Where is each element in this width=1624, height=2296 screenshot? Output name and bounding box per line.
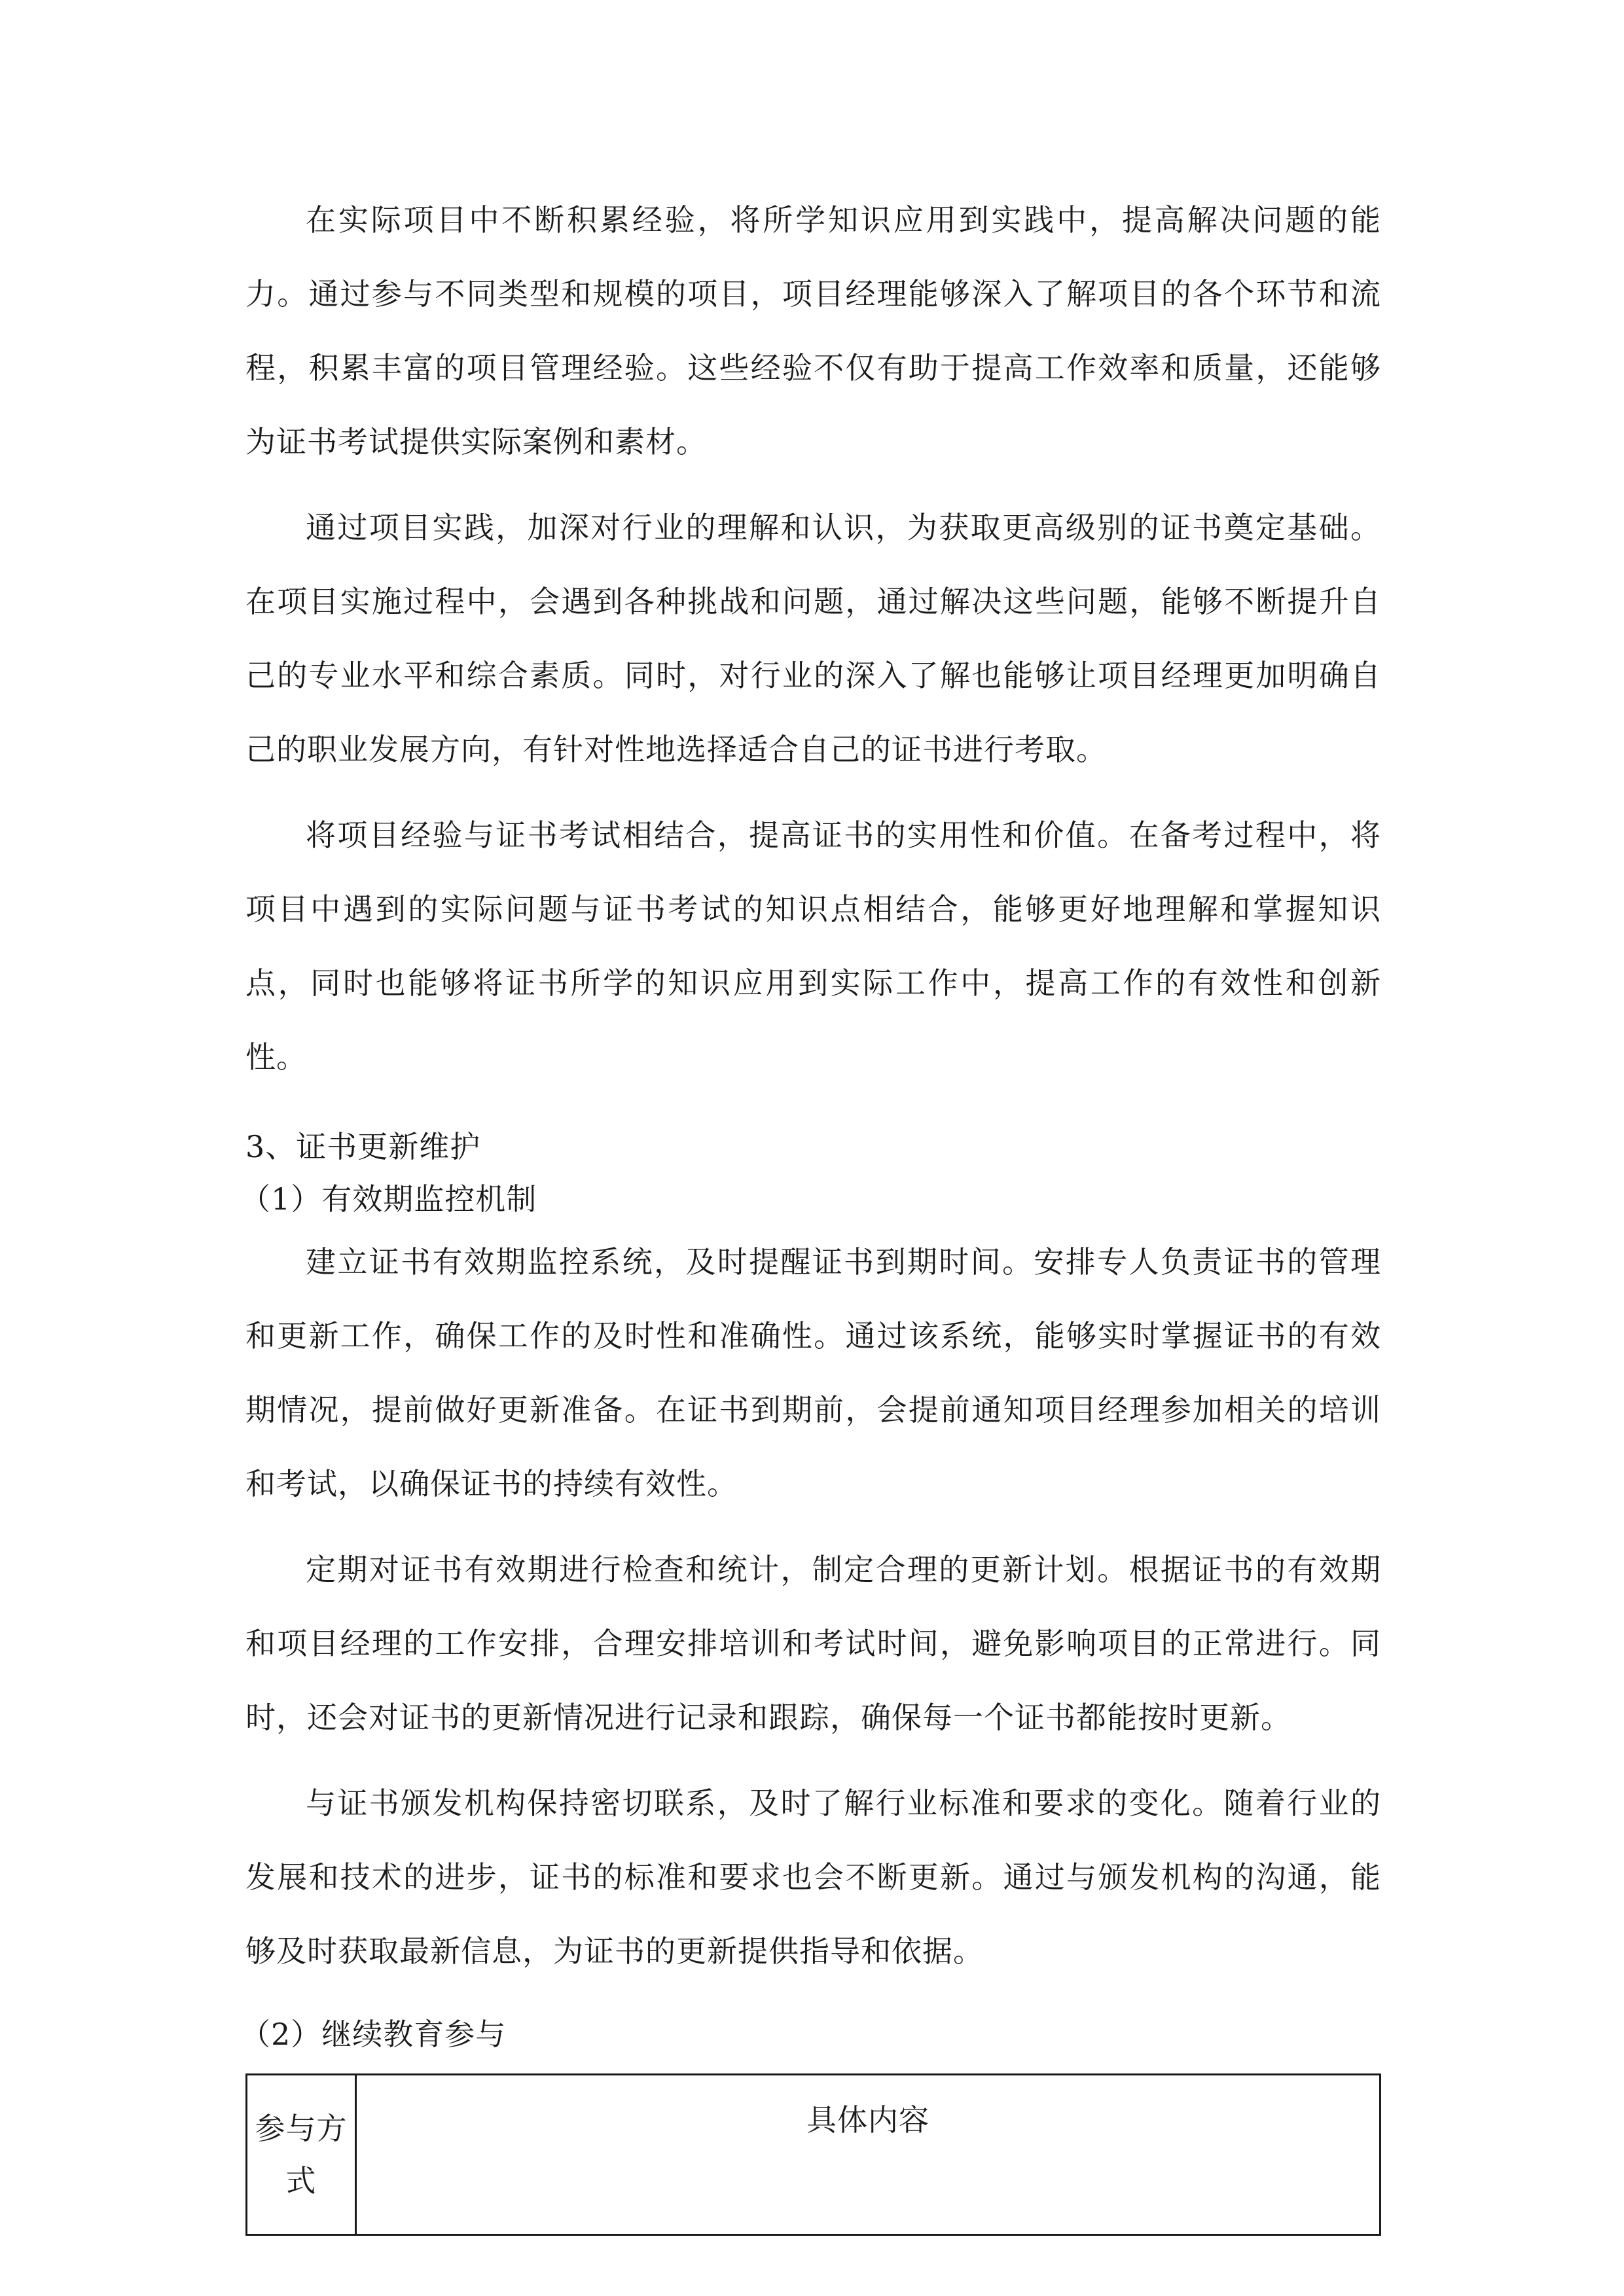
table-header-method: 参与方式 — [247, 2075, 356, 2235]
document-page — [240, 183, 1381, 2236]
body-paragraph: 在实际项目中不断积累经验，将所学知识应用到实践中，提高解决问题的能力。通过参与不同类型和规模的项目，项目经理能够深入了解项目的各个环节和流程，积累丰富的项目管理经验。这些经验不仅有助于提高工作效率和质量，还能够为证书考试提供实际案例和素材。 — [245, 202, 1381, 459]
education-table — [245, 2073, 1381, 2236]
body-paragraph: 将项目经验与证书考试相结合，提高证书的实用性和价值。在备考过程中，将项目中遇到的实际问题与证书考试的知识点相结合，能够更好地理解和掌握知识点，同时也能够将证书所学的知识应用到实际工作中，提高工作的有效性和创新性。 — [245, 817, 1381, 1075]
subsection-heading: （1）有效期监控机制 — [240, 1181, 537, 1217]
table-header-row — [247, 2075, 1380, 2235]
subsection-heading: （2）继续教育参与 — [240, 2017, 507, 2052]
body-paragraph: 定期对证书有效期进行检查和统计，制定合理的更新计划。根据证书的有效期和项目经理的工作安排，合理安排培训和考试时间，避免影响项目的正常进行。同时，还会对证书的更新情况进行记录和跟踪，确保每一个证书都能按时更新。 — [245, 1552, 1381, 1735]
table-header-content: 具体内容 — [356, 2075, 1380, 2235]
body-paragraph: 与证书颁发机构保持密切联系，及时了解行业标准和要求的变化。随着行业的发展和技术的进步，证书的标准和要求也会不断更新。通过与颁发机构的沟通，能够及时获取最新信息，为证书的更新提供指导和依据。 — [245, 1785, 1381, 1969]
body-paragraph: 建立证书有效期监控系统，及时提醒证书到期时间。安排专人负责证书的管理和更新工作，确保工作的及时性和准确性。通过该系统，能够实时掌握证书的有效期情况，提前做好更新准备。在证书到期前，会提前通知项目经理参加相关的培训和考试，以确保证书的持续有效性。 — [245, 1244, 1381, 1501]
section-heading: 3、证书更新维护 — [245, 1129, 481, 1164]
body-paragraph: 通过项目实践，加深对行业的理解和认识，为获取更高级别的证书奠定基础。在项目实施过程中，会遇到各种挑战和问题，通过解决这些问题，能够不断提升自己的专业水平和综合素质。同时，对行业的深入了解也能够让项目经理更加明确自己的职业发展方向，有针对性地选择适合自己的证书进行考取。 — [245, 510, 1381, 767]
